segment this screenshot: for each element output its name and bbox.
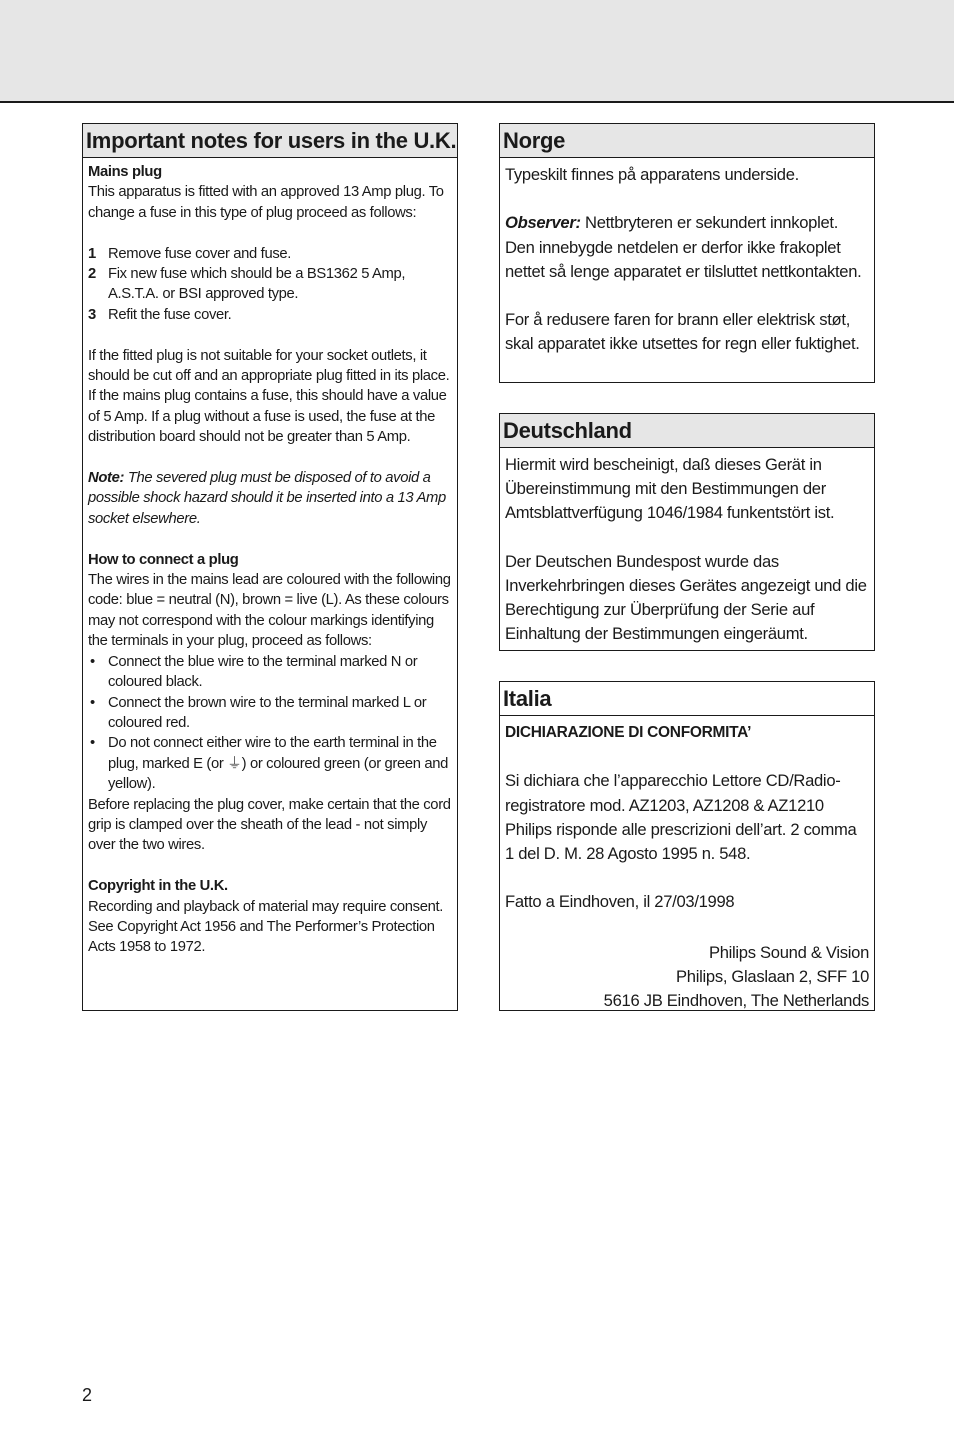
step-number: 3 [88, 306, 96, 323]
italia-subheading: DICHIARAZIONE DI CONFORMITA’ [505, 724, 752, 741]
step-text: Refit the fuse cover. [108, 306, 232, 323]
deutschland-paragraph: Der Deutschen Bundespost wurde das Inverkehrbringen dieses Gerätes angezeigt und die Berechtigung zur Überprüfung der Serie auf Einhaltung der Bestimmungen eingeräumt. [505, 551, 867, 644]
norge-observer-paragraph [505, 211, 869, 284]
bullet-text: Connect the blue wire to the terminal marked N or coloured black. [108, 653, 418, 691]
deutschland-title: Deutschland [500, 414, 874, 448]
address-line: Philips Sound & Vision [708, 942, 869, 962]
norge-body [500, 158, 874, 357]
step-text: Remove fuse cover and fuse. [108, 245, 292, 262]
norge-paragraph: For å redusere faren for brann eller elektrisk støt, skal apparatet ikke utsettes for regn eller fuktighet. [505, 310, 860, 354]
bullet-item [88, 733, 452, 794]
step-item [88, 244, 452, 264]
step-number: 1 [88, 245, 96, 262]
uk-notes-title: Important notes for users in the U.K. [83, 124, 457, 158]
copyright-text: Recording and playback of material may require consent. See Copyright Act 1956 and The Performer’s Protection Acts 1958 to 1972. [88, 898, 443, 956]
bullet-item [88, 693, 452, 734]
connect-plug-heading: How to connect a plug [88, 551, 239, 568]
italia-body [500, 716, 874, 1013]
note-text: The severed plug must be disposed of to avoid a possible shock hazard should it be inserted into a 13 Amp socket elsewhere. [88, 470, 446, 527]
copyright-heading: Copyright in the U.K. [88, 878, 228, 895]
bullet-icon: • [90, 653, 95, 670]
deutschland-paragraph: Hiermit wird bescheinigt, daß dieses Gerät in Übereinstimmung mit den Bestimmungen der Amtsblattverfügung 1046/1984 funkentstört ist. [505, 455, 835, 523]
norge-box [499, 123, 875, 383]
italia-title: Italia [500, 682, 874, 716]
observer-label: Observer: [505, 213, 581, 233]
bullet-text: Connect the brown wire to the terminal marked L or coloured red. [108, 694, 427, 731]
note-label: Note: [88, 470, 125, 487]
uk-notes-body [83, 158, 457, 958]
mains-plug-heading: Mains plug [88, 164, 162, 180]
deutschland-body [500, 448, 874, 647]
italia-paragraph: Si dichiara che l’apparecchio Lettore CD/Radio-registratore mod. AZ1203, AZ1208 & AZ1210 Philips risponde alle prescrizioni dell’art. 2 comma 1 del D. M. 28 Agosto 1995 n. 548. [505, 771, 857, 863]
mains-plug-intro: This apparatus is fitted with an approved 13 Amp plug. To change a fuse in this type of plug proceed as follows: [88, 184, 444, 221]
italia-box [499, 681, 875, 1011]
norge-paragraph: Typeskilt finnes på apparatens underside. [505, 165, 799, 184]
uk-notes-box [82, 123, 458, 1011]
top-band [0, 0, 954, 103]
address-line: Philips, Glaslaan 2, SFF 10 [676, 966, 869, 986]
italia-place-date: Fatto a Eindhoven, il 27/03/1998 [505, 892, 735, 912]
bullet-text: Do not connect either wire to the earth terminal in the plug, marked E (or ⏚) or coloured green (or green and yellow). [108, 735, 449, 793]
fitted-plug-paragraph: If the fitted plug is not suitable for your socket outlets, it should be cut off and an appropriate plug fitted in its place. If the mains plug contains a fuse, this should have a value of 5 Amp. If a plug without a fuse is used, the fuse at the distribution board should not be greater than 5 Amp. [88, 347, 450, 446]
norge-title: Norge [500, 124, 874, 158]
bullet-icon: • [90, 735, 95, 752]
page-number: 2 [82, 1385, 93, 1405]
deutschland-box [499, 413, 875, 651]
step-item [88, 305, 452, 325]
replace-cover-paragraph: Before replacing the plug cover, make certain that the cord grip is clamped over the sheath of the lead - not simply over the two wires. [88, 796, 451, 854]
connect-plug-intro: The wires in the mains lead are coloured with the following code: blue = neutral (N), brown = live (L). As these colours may not correspond with the colour markings identifying the terminals in your plug, proceed as follows: [88, 572, 451, 650]
step-text: Fix new fuse which should be a BS1362 5 Amp, A.S.T.A. or BSI approved type. [108, 266, 406, 303]
bullet-item [88, 652, 452, 693]
address-line: 5616 JB Eindhoven, The Netherlands [603, 991, 869, 1011]
observer-text: Nettbryteren er sekundert innkoplet. Den innebygde netdelen er derfor ikke frakoplet nettet så lenge apparatet er tilsluttet nettkontakten. [505, 213, 862, 281]
step-item [88, 264, 452, 305]
note-paragraph [88, 468, 452, 529]
step-number: 2 [88, 266, 96, 283]
bullet-icon: • [90, 694, 95, 711]
